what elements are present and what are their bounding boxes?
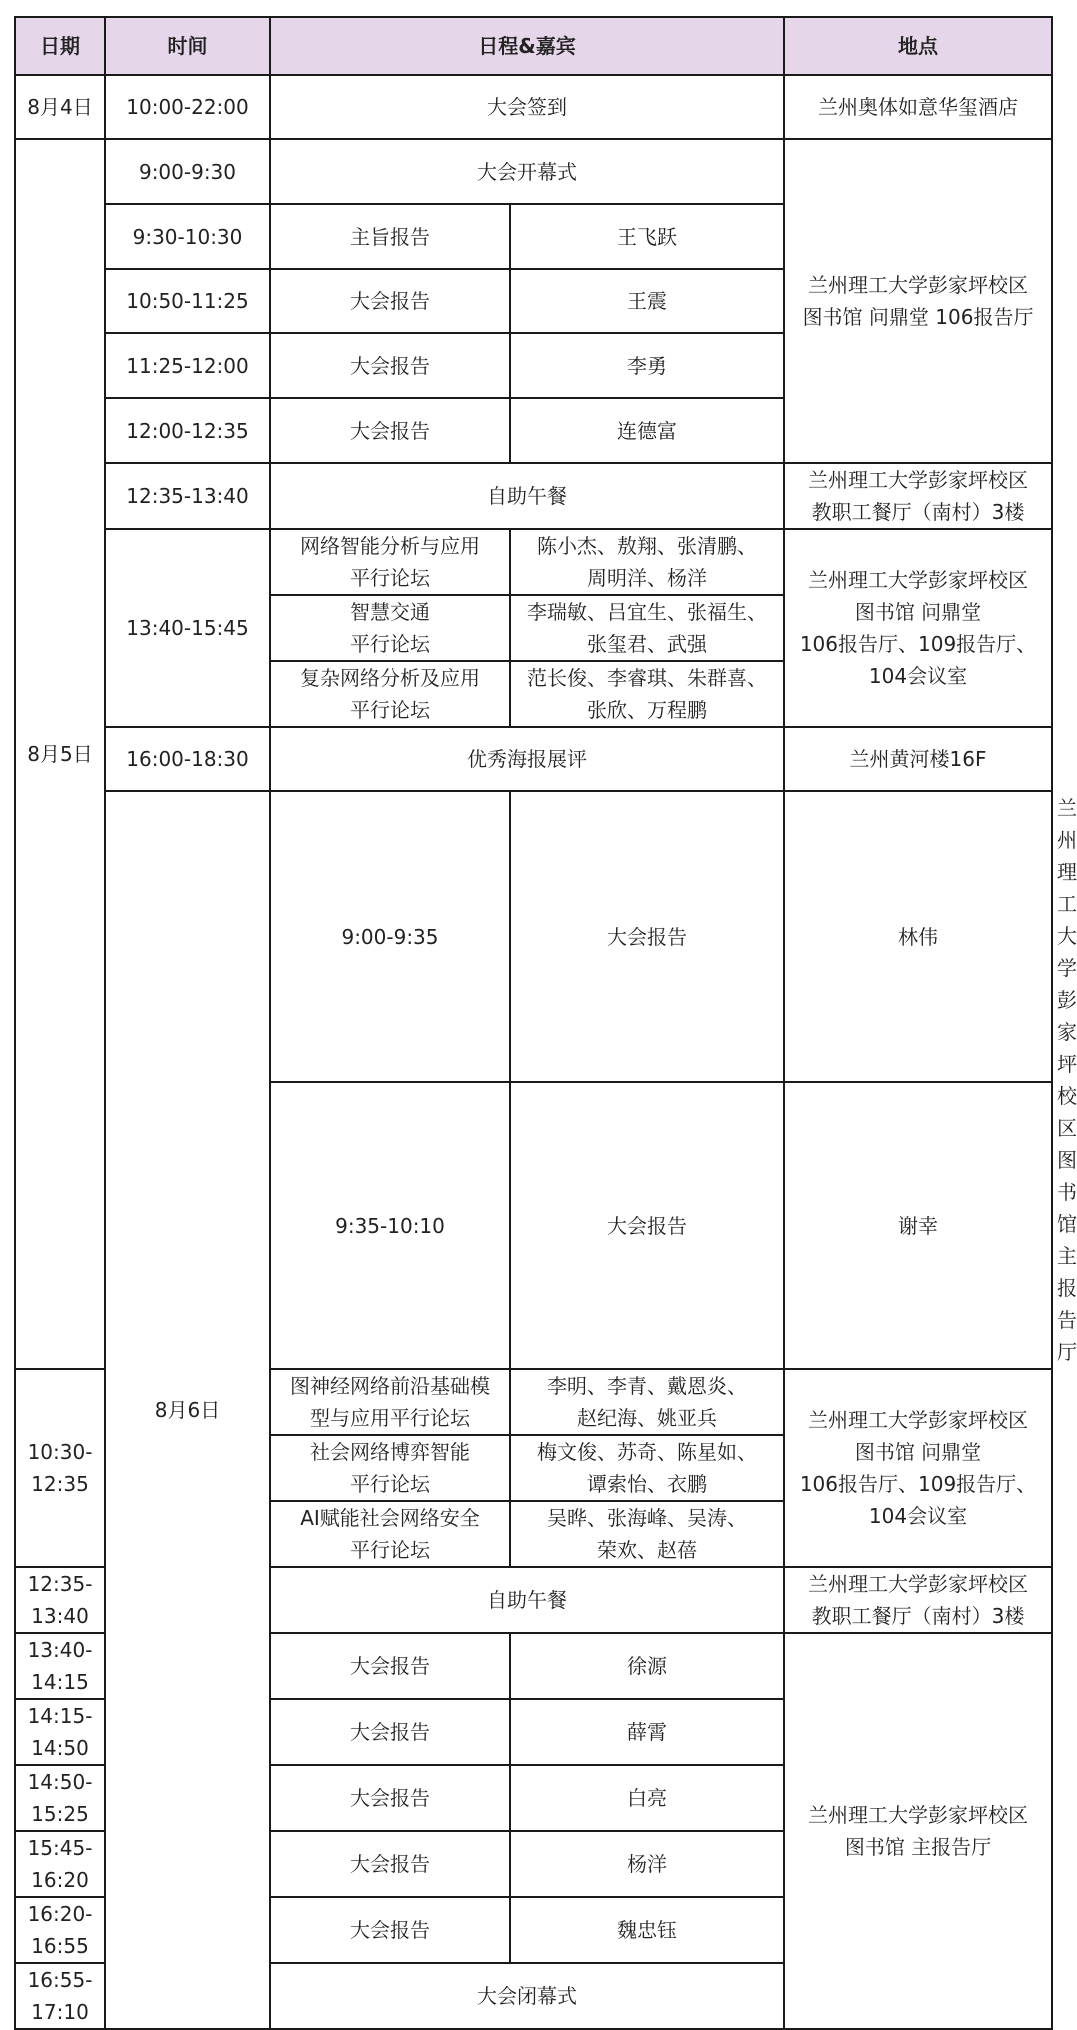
table-row [15, 727, 1052, 791]
time-cell: 12:00-12:35 [105, 398, 270, 463]
speaker-cell: 连德富 [510, 398, 784, 463]
forum-name-cell: AI赋能社会网络安全 平行论坛 [270, 1501, 510, 1567]
report-type-cell: 大会报告 [270, 1831, 510, 1897]
time-cell: 9:00-9:30 [105, 139, 270, 204]
speaker-cell: 白亮 [510, 1765, 784, 1831]
speaker-cell: 王震 [510, 269, 784, 333]
report-type-cell: 大会报告 [270, 1897, 510, 1963]
report-type-cell: 大会报告 [510, 1082, 784, 1369]
forum-name-cell: 智慧交通 平行论坛 [270, 595, 510, 661]
table-row: 8月6日 9:00-9:35 大会报告 林伟 兰州理工大学彭家坪校区 图书馆 主报告厅 [15, 791, 1052, 1082]
time-cell: 12:35-13:40 [105, 463, 270, 529]
forum-speakers-cell: 李明、李青、戴恩炎、 赵纪海、姚亚兵 [510, 1369, 784, 1435]
report-type-cell: 大会报告 [510, 791, 784, 1082]
report-type-cell: 大会报告 [270, 269, 510, 333]
report-type-cell: 大会报告 [270, 333, 510, 398]
time-cell: 10:50-11:25 [105, 269, 270, 333]
time-cell: 13:40-14:15 [15, 1633, 105, 1699]
table-row [15, 75, 1052, 139]
table-row [15, 463, 1052, 529]
speaker-cell: 谢幸 [784, 1082, 1052, 1369]
time-cell: 13:40-15:45 [105, 529, 270, 727]
location-cell: 兰州理工大学彭家坪校区 教职工餐厅（南村）3楼 [784, 1567, 1052, 1633]
header-location: 地点 [784, 17, 1052, 75]
forum-name-cell: 复杂网络分析及应用 平行论坛 [270, 661, 510, 727]
location-cell: 兰州理工大学彭家坪校区 图书馆 主报告厅 [784, 1633, 1052, 2029]
speaker-cell: 徐源 [510, 1633, 784, 1699]
forum-speakers-cell: 吴晔、张海峰、吴涛、 荣欢、赵蓓 [510, 1501, 784, 1567]
forum-name-cell: 图神经网络前沿基础模 型与应用平行论坛 [270, 1369, 510, 1435]
event-cell: 自助午餐 [270, 463, 784, 529]
header-time: 时间 [105, 17, 270, 75]
header-date: 日期 [15, 17, 105, 75]
forum-speakers-cell: 陈小杰、敖翔、张清鹏、 周明洋、杨洋 [510, 529, 784, 595]
time-cell: 14:15-14:50 [15, 1699, 105, 1765]
header-program: 日程&嘉宾 [270, 17, 784, 75]
location-cell: 兰州理工大学彭家坪校区 图书馆 问鼎堂 106报告厅、109报告厅、 104会议室 [784, 1369, 1052, 1567]
time-cell: 15:45-16:20 [15, 1831, 105, 1897]
date-cell: 8月6日 [105, 791, 270, 2029]
date-cell: 8月4日 [15, 75, 105, 139]
event-cell: 自助午餐 [270, 1567, 784, 1633]
time-cell: 16:20-16:55 [15, 1897, 105, 1963]
report-type-cell: 大会报告 [270, 1633, 510, 1699]
speaker-cell: 薛霄 [510, 1699, 784, 1765]
speaker-cell: 杨洋 [510, 1831, 784, 1897]
forum-speakers-cell: 梅文俊、苏奇、陈星如、 谭索怡、衣鹏 [510, 1435, 784, 1501]
speaker-cell: 王飞跃 [510, 204, 784, 269]
location-cell: 兰州理工大学彭家坪校区 教职工餐厅（南村）3楼 [784, 463, 1052, 529]
report-type-cell: 大会报告 [270, 1765, 510, 1831]
forum-name-cell: 社会网络博弈智能 平行论坛 [270, 1435, 510, 1501]
forum-speakers-cell: 范长俊、李睿琪、朱群喜、 张欣、万程鹏 [510, 661, 784, 727]
time-cell: 12:35-13:40 [15, 1567, 105, 1633]
location-cell: 兰州理工大学彭家坪校区 图书馆 问鼎堂 106报告厅、109报告厅、 104会议室 [784, 529, 1052, 727]
report-type-cell: 主旨报告 [270, 204, 510, 269]
event-cell: 大会闭幕式 [270, 1963, 784, 2029]
event-cell: 大会开幕式 [270, 139, 784, 204]
time-cell: 16:00-18:30 [105, 727, 270, 791]
time-cell: 14:50-15:25 [15, 1765, 105, 1831]
speaker-cell: 李勇 [510, 333, 784, 398]
forum-speakers-cell: 李瑞敏、吕宜生、张福生、 张玺君、武强 [510, 595, 784, 661]
header-row [15, 17, 1052, 75]
event-cell: 大会签到 [270, 75, 784, 139]
schedule-table [14, 16, 1077, 2030]
location-cell: 兰州黄河楼16F [784, 727, 1052, 791]
time-cell: 16:55-17:10 [15, 1963, 105, 2029]
time-cell: 9:30-10:30 [105, 204, 270, 269]
time-cell: 10:00-22:00 [105, 75, 270, 139]
table-row [15, 529, 1052, 595]
location-cell: 兰州理工大学彭家坪校区 图书馆 问鼎堂 106报告厅 [784, 139, 1052, 463]
time-cell: 9:00-9:35 [270, 791, 510, 1082]
speaker-cell: 林伟 [784, 791, 1052, 1082]
report-type-cell: 大会报告 [270, 398, 510, 463]
time-cell: 11:25-12:00 [105, 333, 270, 398]
speaker-cell: 魏忠钰 [510, 1897, 784, 1963]
event-cell: 优秀海报展评 [270, 727, 784, 791]
table-row [15, 139, 1052, 204]
forum-name-cell: 网络智能分析与应用 平行论坛 [270, 529, 510, 595]
time-cell: 10:30-12:35 [15, 1369, 105, 1567]
time-cell: 9:35-10:10 [270, 1082, 510, 1369]
date-cell: 8月5日 [15, 139, 105, 1369]
report-type-cell: 大会报告 [270, 1699, 510, 1765]
location-cell: 兰州奥体如意华玺酒店 [784, 75, 1052, 139]
